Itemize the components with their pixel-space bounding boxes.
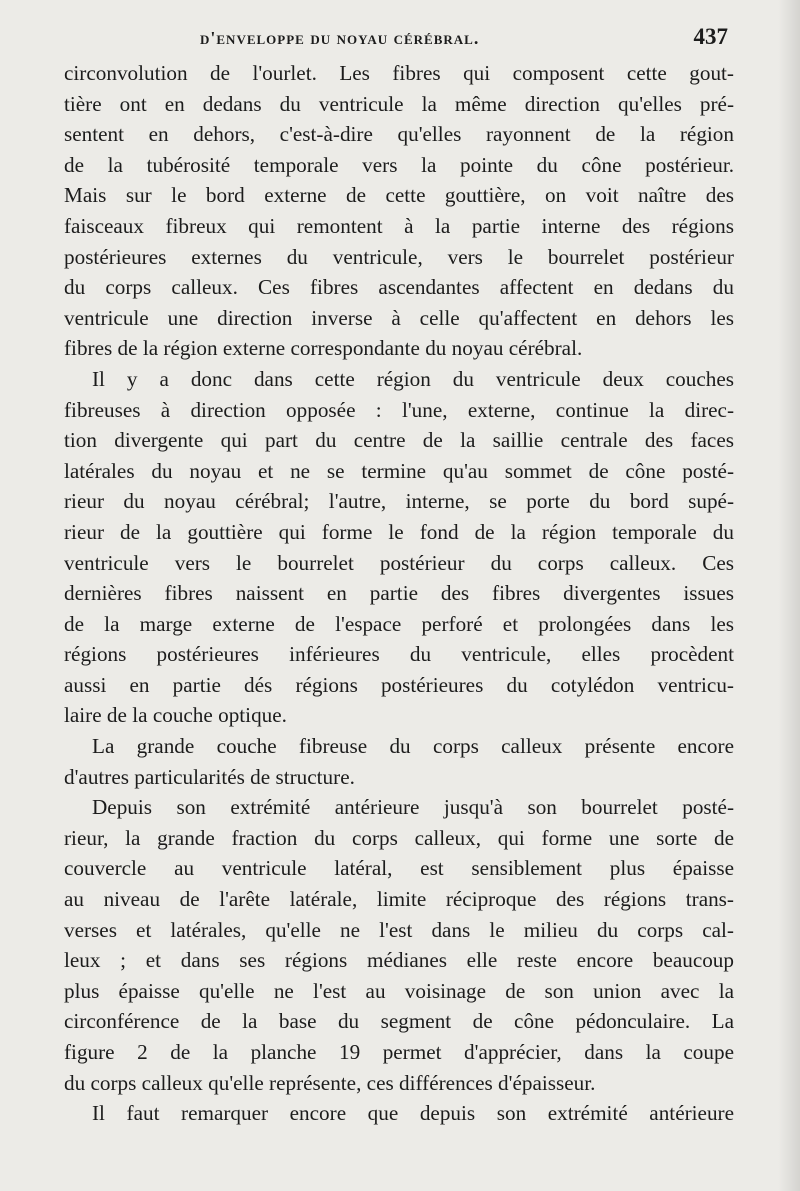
text-line: circonvolution de l'ourlet. Les fibres qui composent cette gout-: [64, 61, 734, 85]
page-edge-shadow: [778, 0, 800, 1191]
text-line: La grande couche fibreuse du corps calleux présente encore: [92, 734, 734, 759]
text-line: de la marge externe de l'espace perforé et prolongées dans les: [64, 611, 734, 636]
text-line: ventricule vers le bourrelet postérieur du corps calleux. Ces: [64, 550, 734, 575]
text-line: Il faut remarquer encore que depuis son extrémité antérieure: [92, 1101, 734, 1126]
text-line: figure 2 de la planche 19 permet d'apprécier, dans la coupe: [64, 1040, 734, 1064]
text-line: faisceaux fibreux qui remontent à la partie interne des régions: [64, 213, 734, 238]
text-line: plus épaisse qu'elle ne l'est au voisinage de son union avec la: [64, 978, 734, 1003]
text-line: couvercle au ventricule latéral, est sensiblement plus épaisse: [64, 856, 734, 881]
text-line: postérieures externes du ventricule, vers le bourrelet postérieur: [64, 244, 734, 269]
text-line: rieur du noyau cérébral; l'autre, interne, se porte du bord supé-: [64, 489, 734, 514]
text-line: fibreuses à direction opposée : l'une, externe, continue la direc-: [64, 397, 734, 422]
text-line: fibres de la région externe correspondante du noyau cérébral.: [64, 336, 583, 361]
text-line: rieur de la gouttière qui forme le fond de la région temporale du: [64, 519, 734, 544]
running-head: [62, 22, 732, 52]
text-line: aussi en partie dés régions postérieures du cotylédon ventricu-: [64, 672, 734, 697]
text-line: du corps calleux. Ces fibres ascendantes affectent en dedans du: [64, 275, 734, 300]
text-line: latérales du noyau et ne se termine qu'au sommet de cône posté-: [64, 458, 734, 483]
text-line: Depuis son extrémité antérieure jusqu'à son bourrelet posté-: [92, 795, 734, 820]
text-line: Mais sur le bord externe de cette gouttière, on voit naître des: [64, 183, 734, 208]
text-line: de la tubérosité temporale vers la pointe du cône postérieur.: [64, 152, 734, 177]
text-line: verses et latérales, qu'elle ne l'est dans le milieu du corps cal-: [64, 917, 734, 942]
text-line: tion divergente qui part du centre de la saillie centrale des faces: [64, 428, 734, 453]
text-line: rieur, la grande fraction du corps calleux, qui forme une sorte de: [64, 825, 734, 850]
page-number: 437: [693, 24, 728, 49]
body-text: [64, 58, 734, 1129]
text-line: d'autres particularités de structure.: [64, 764, 355, 789]
text-line: leux ; et dans ses régions médianes elle reste encore beaucoup: [64, 948, 734, 973]
text-line: régions postérieures inférieures du ventricule, elles procèdent: [64, 642, 734, 667]
text-line: sentent en dehors, c'est-à-dire qu'elles rayonnent de la région: [64, 122, 734, 147]
text-line: laire de la couche optique.: [64, 703, 287, 728]
text-line: tière ont en dedans du ventricule la même direction qu'elles pré-: [64, 91, 734, 116]
text-line: du corps calleux qu'elle représente, ces différences d'épaisseur.: [64, 1070, 596, 1095]
text-line: circonférence de la base du segment de cône pédonculaire. La: [64, 1009, 734, 1034]
running-head-title: d'enveloppe du noyau cérébral.: [200, 28, 480, 48]
text-line: Il y a donc dans cette région du ventricule deux couches: [92, 366, 734, 391]
text-line: ventricule une direction inverse à celle qu'affectent en dehors les: [64, 305, 734, 330]
text-line: dernières fibres naissent en partie des fibres divergentes issues: [64, 581, 734, 606]
text-line: au niveau de l'arête latérale, limite réciproque des régions trans-: [64, 887, 734, 912]
